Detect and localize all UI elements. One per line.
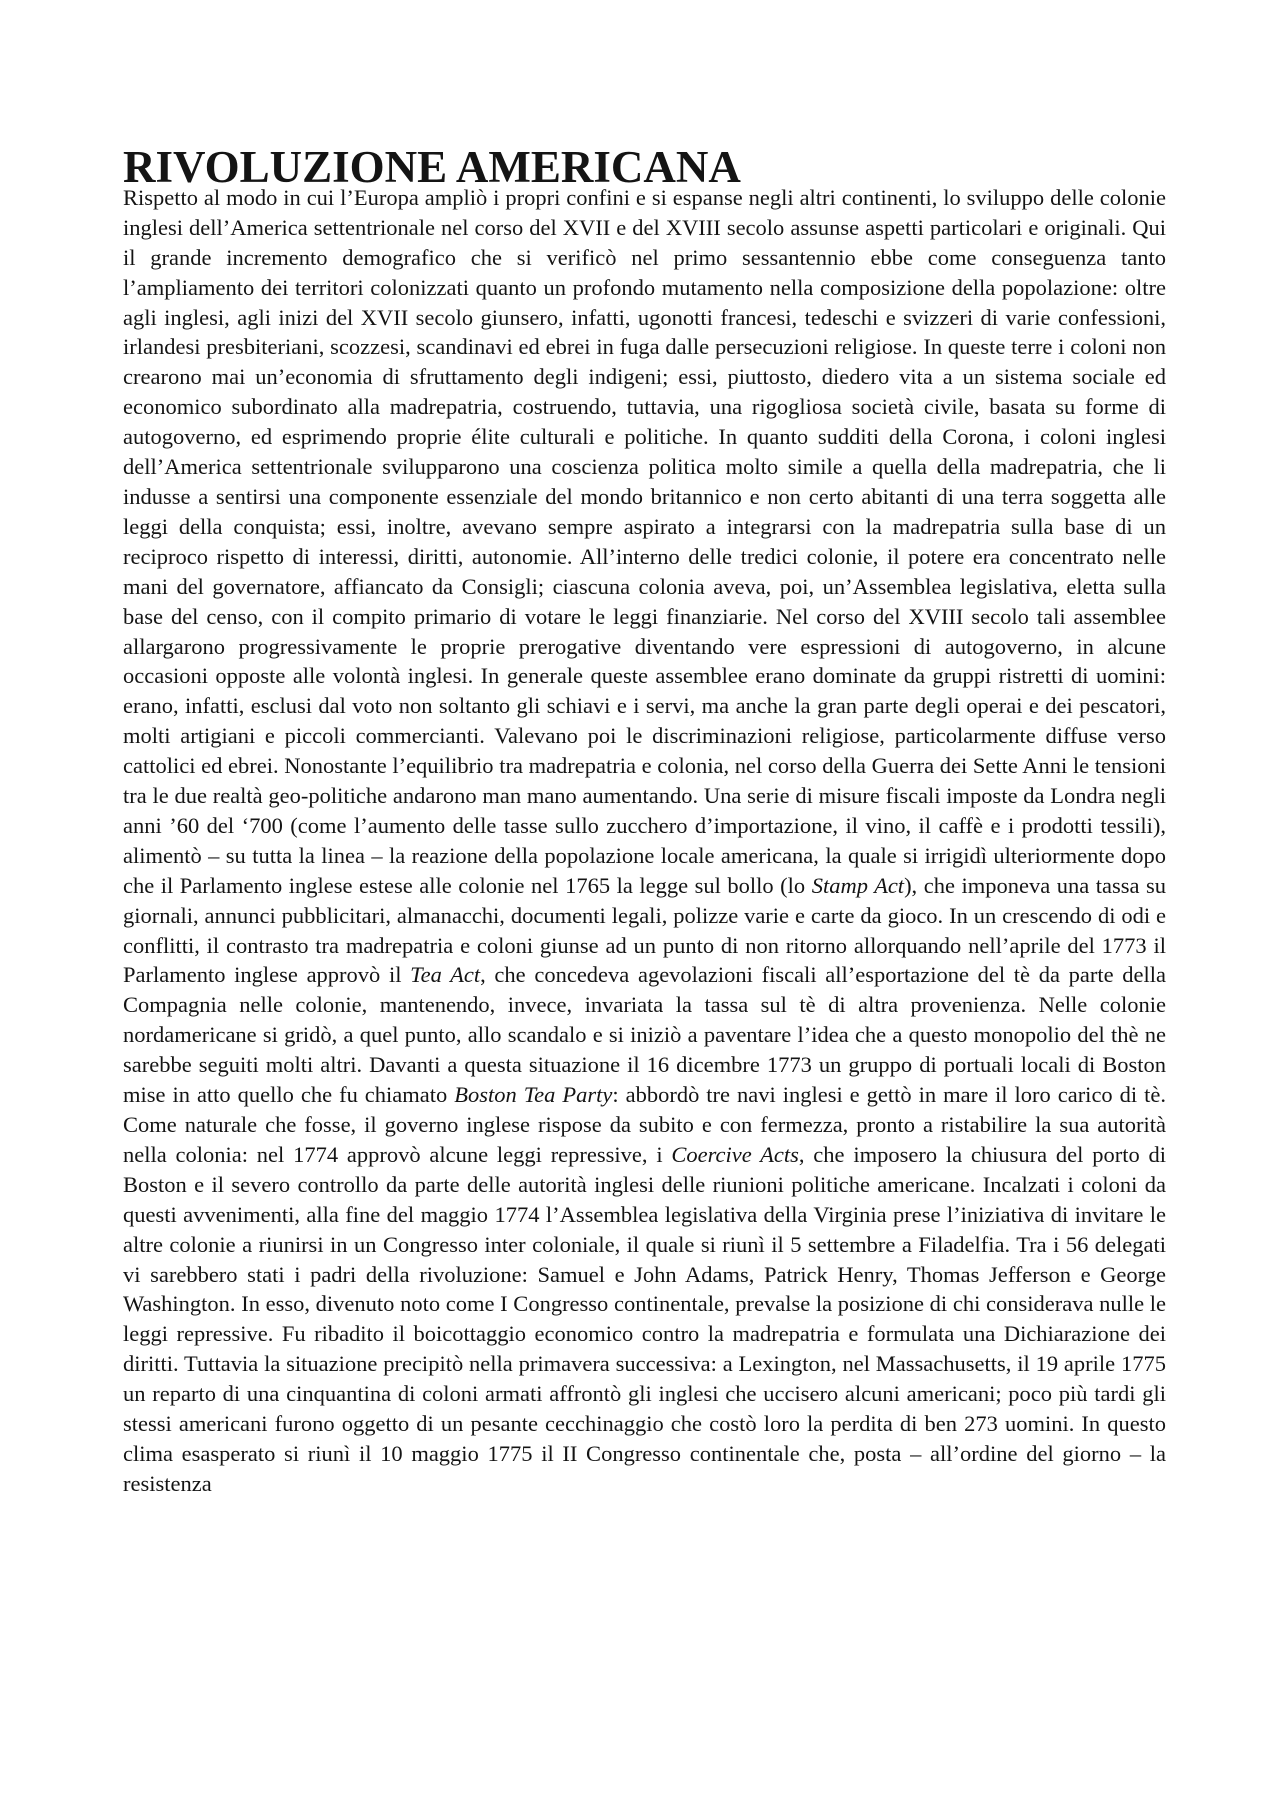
term-stamp-act: Stamp Act xyxy=(811,872,905,898)
text-segment: , che imposero la chiusura del porto di Boston e il severo controllo da parte delle autorità inglesi delle riunioni politiche americane. Incalzati i coloni da questi avvenimenti, alla fine del maggio 1774 l’Assemblea legislativa della Virginia prese l’iniziativa di invitare le altre colonie a riunirsi in un Congresso inter coloniale, il quale si riunì il 5 settembre a Filadelfia. Tra i 56 delegati vi sarebbero stati i padri della rivoluzione: Samuel e John Adams, Patrick Henry, Thomas Jefferson e George Washington. In esso, divenuto noto come I Congresso continentale, prevalse la posizione di chi considerava nulle le leggi repressive. Fu ribadito il boicottaggio economico contro la madrepatria e formulata una Dichiarazione dei diritti. Tuttavia la situazione precipitò nella primavera successiva: a Lexington, nel Massachusetts, il 19 aprile 1775 un reparto di una cinquantina di coloni armati affrontò gli inglesi che uccisero alcuni americani; poco più tardi gli stessi americani furono oggetto di un pesante cecchinaggio che costò loro la perdita di ben 273 uomini. In questo clima esasperato si riunì il 10 maggio 1775 il II Congresso continentale che, posta – all’ordine del giorno – la resistenza xyxy=(123,1141,1166,1496)
text-segment: , che concedeva agevolazioni fiscali all’esportazione del tè da parte della Compagnia nelle colonie, mantenendo, invece, invariata la tassa sul tè di altra provenienza. Nelle colonie nordamericane si gridò, a quel punto, allo scandalo e si iniziò a paventare l’idea che a questo monopolio del thè ne sarebbe seguiti molti altri. Davanti a questa situazione il 16 dicembre 1773 un gruppo di portuali locali di Boston mise in atto quello che fu chiamato xyxy=(123,962,1166,1108)
document-page xyxy=(123,142,1166,1499)
text-segment: Rispetto al modo in cui l’Europa ampliò i propri confini e si espanse negli altri continenti, lo sviluppo delle colonie inglesi dell’America settentrionale nel corso del XVII e del XVIII secolo assunse aspetti particolari e originali. Qui il grande incremento demografico che si verificò nel primo sessantennio ebbe come conseguenza tanto l’ampliamento dei territori colonizzati quanto un profondo mutamento nella composizione della popolazione: oltre agli inglesi, agli inizi del XVII secolo giunsero, infatti, ugonotti francesi, tedeschi e svizzeri di varie confessioni, irlandesi presbiteriani, scozzesi, scandinavi ed ebrei in fuga dalle persecuzioni religiose. In queste terre i coloni non crearono mai un’economia di sfruttamento degli indigeni; essi, piuttosto, diedero vita a un sistema sociale ed economico subordinato alla madrepatria, costruendo, tuttavia, una rigogliosa società civile, basata su forme di autogoverno, ed esprimendo proprie élite culturali e politiche. In quanto sudditi della Corona, i coloni inglesi dell’America settentrionale svilupparono una coscienza politica molto simile a quella della madrepatria, che li indusse a sentirsi una componente essenziale del mondo britannico e non certo abitanti di una terra soggetta alle leggi della conquista; essi, inoltre, avevano sempre aspirato a integrarsi con la madrepatria sulla base di un reciproco rispetto di interessi, diritti, autonomie. All’interno delle tredici colonie, il potere era concentrato nelle mani del governatore, affiancato da Consigli; ciascuna colonia aveva, poi, un’Assemblea legislativa, eletta sulla base del censo, con il compito primario di votare le leggi finanziarie. Nel corso del XVIII secolo tali assemblee allargarono progressivamente le proprie prerogative diventando vere espressioni di autogoverno, in alcune occasioni opposte alle volontà inglesi. In generale queste assemblee erano dominate da gruppi ristretti di uomini: erano, infatti, esclusi dal voto non soltanto gli schiavi e i servi, ma anche la gran parte degli operai e dei pescatori, molti artigiani e piccoli commercianti. Valevano poi le discriminazioni religiose, particolarmente diffuse verso cattolici ed ebrei. Nonostante l’equilibrio tra madrepatria e colonia, nel corso della Guerra dei Sette Anni le tensioni tra le due realtà geo-politiche andarono man mano aumentando. Una serie di misure fiscali imposte da Londra negli anni ’60 del ‘700 (come l’aumento delle tasse sullo zucchero d’importazione, il vino, il caffè e i prodotti tessili), alimentò – su tutta la linea – la reazione della popolazione locale americana, la quale si irrigidì ulteriormente dopo che il Parlamento inglese estese alle colonie nel 1765 la legge sul bollo (lo xyxy=(123,184,1166,898)
body-paragraph xyxy=(123,183,1166,1499)
text-segment: ), che imponeva una tassa su giornali, annunci pubblicitari, almanacchi, documenti legali, polizze varie e carte da gioco. In un crescendo di odi e conflitti, il contrasto tra madrepatria e coloni giunse ad un punto di non ritorno allorquando nell’aprile del 1773 il Parlamento inglese approvò il xyxy=(123,872,1166,988)
text-segment: : abbordò tre navi inglesi e gettò in mare il loro carico di tè. Come naturale che fosse, il governo inglese rispose da subito e con fermezza, pronto a ristabilire la sua autorità nella colonia: nel 1774 approvò alcune leggi repressive, i xyxy=(123,1082,1166,1167)
term-boston-tea-party: Boston Tea Party xyxy=(454,1082,613,1108)
term-tea-act: Tea Act xyxy=(410,962,481,988)
page-title: RIVOLUZIONE AMERICANA xyxy=(123,142,741,192)
term-coercive-acts: Coercive Acts xyxy=(671,1141,799,1167)
